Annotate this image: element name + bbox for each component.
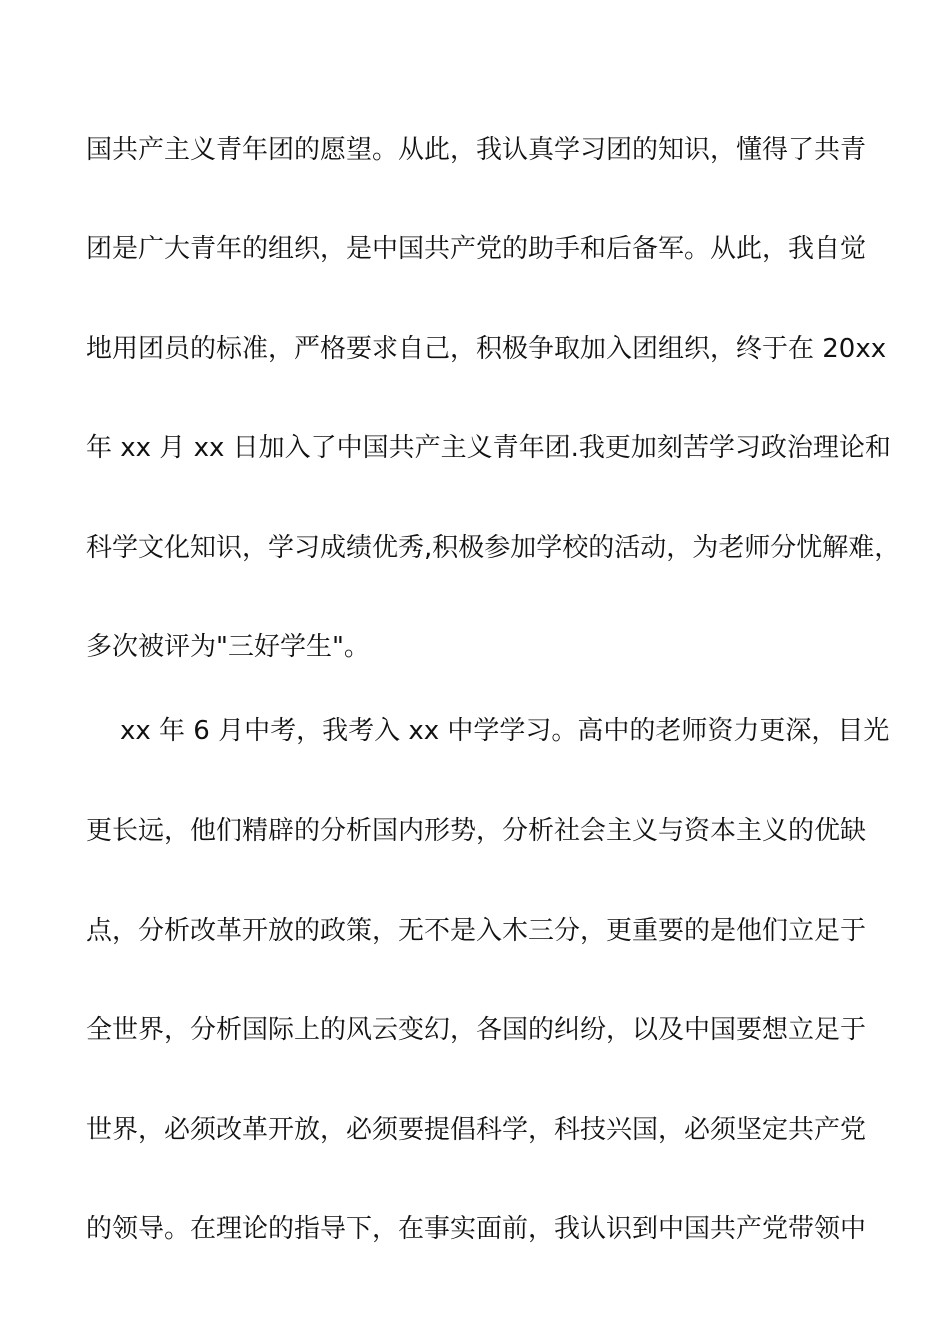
paragraph-line-11: 世界，必须改革开放，必须要提倡科学，科技兴国，必须坚定共产党 bbox=[86, 1115, 867, 1145]
paragraph-line-6: 多次被评为"三好学生"。 bbox=[86, 632, 370, 662]
paragraph-line-12: 的领导。在理论的指导下，在事实面前，我认识到中国共产党带领中 bbox=[86, 1214, 867, 1244]
paragraph-line-7: xx 年 6 月中考，我考入 xx 中学学习。高中的老师资力更深，目光 bbox=[120, 716, 890, 746]
paragraph-line-1: 国共产主义青年团的愿望。从此，我认真学习团的知识，懂得了共青 bbox=[86, 135, 867, 165]
paragraph-line-2: 团是广大青年的组织，是中国共产党的助手和后备军。从此，我自觉 bbox=[86, 234, 867, 264]
paragraph-line-8: 更长远，他们精辟的分析国内形势，分析社会主义与资本主义的优缺 bbox=[86, 816, 867, 846]
paragraph-line-10: 全世界，分析国际上的风云变幻，各国的纠纷，以及中国要想立足于 bbox=[86, 1015, 867, 1045]
paragraph-line-4: 年 xx 月 xx 日加入了中国共产主义青年团.我更加刻苦学习政治理论和 bbox=[86, 433, 891, 463]
paragraph-line-9: 点，分析改革开放的政策，无不是入木三分，更重要的是他们立足于 bbox=[86, 916, 867, 946]
paragraph-line-3: 地用团员的标准，严格要求自己，积极争取加入团组织，终于在 20xx bbox=[86, 334, 887, 364]
paragraph-line-5: 科学文化知识，学习成绩优秀,积极参加学校的活动，为老师分忧解难， bbox=[86, 533, 901, 563]
